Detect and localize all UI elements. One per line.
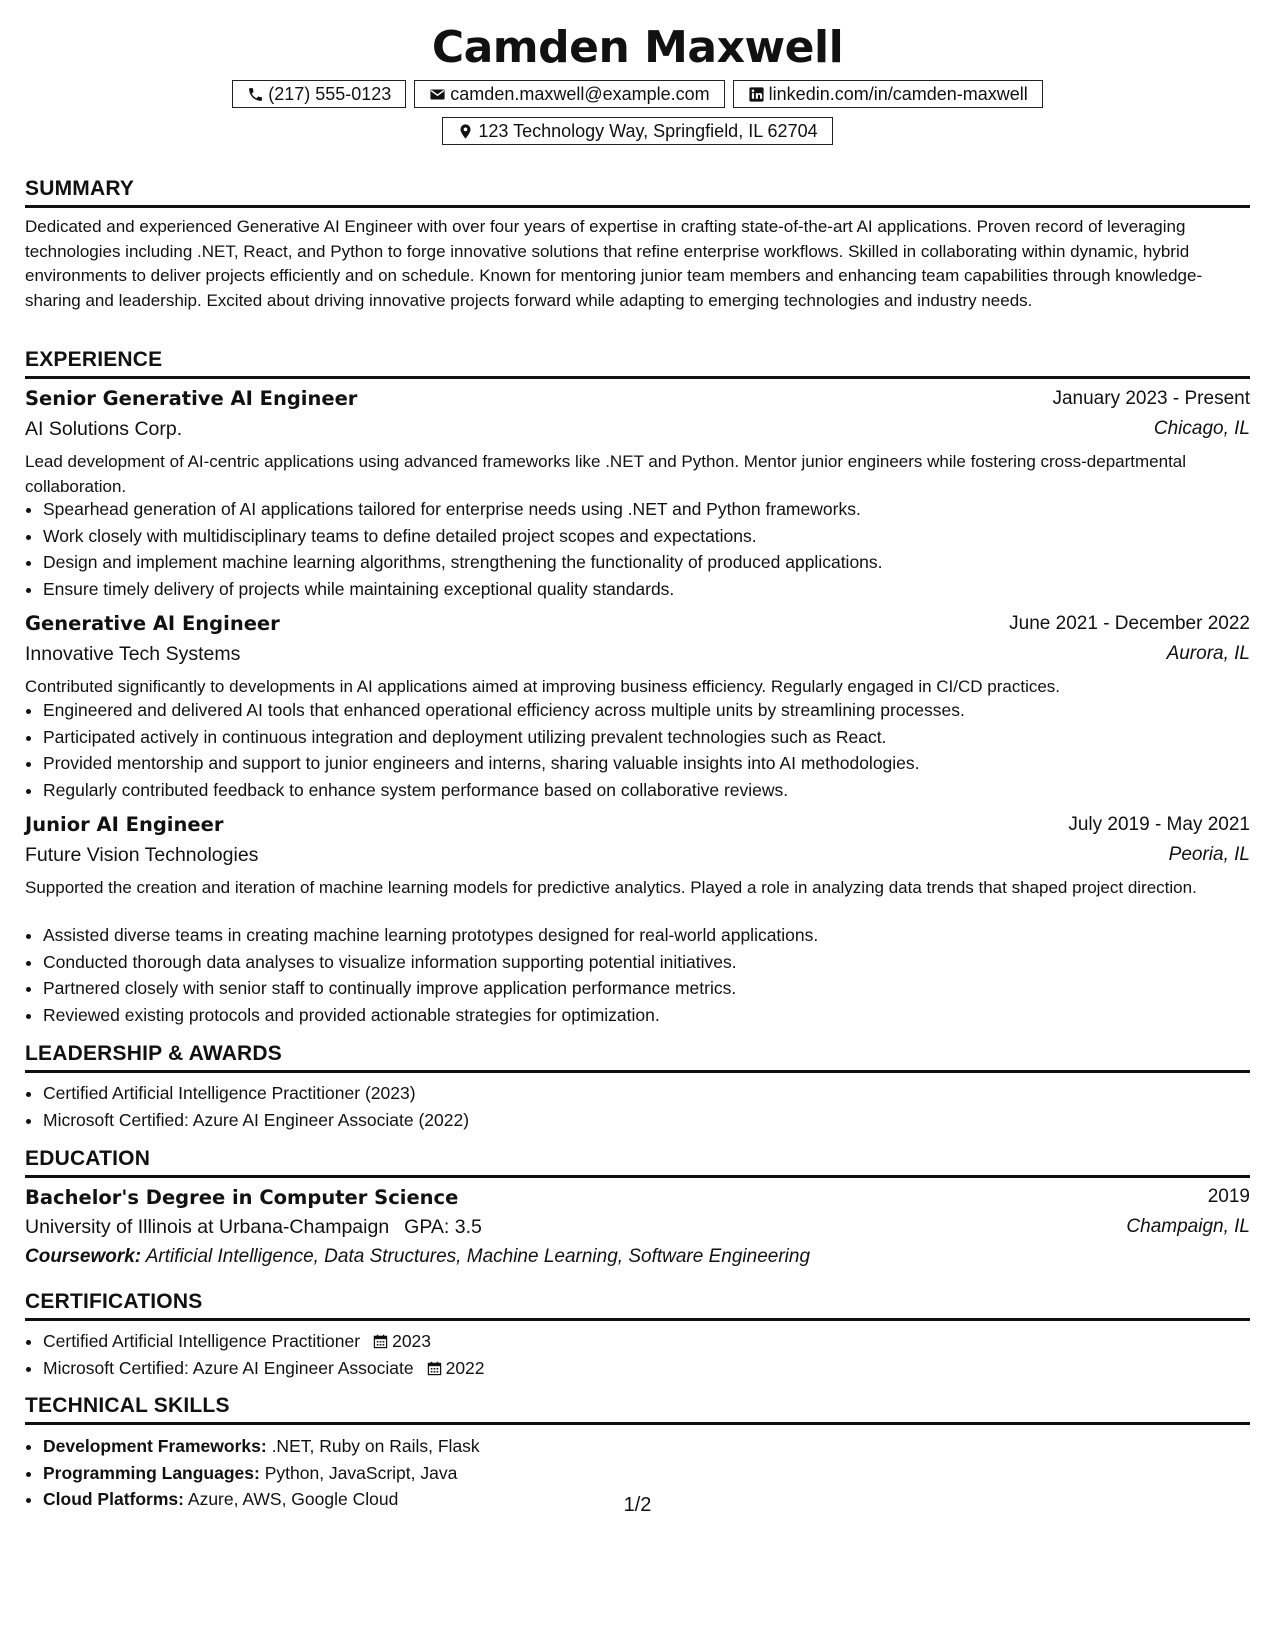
list-item: • Partnered closely with senior staff to continually improve application performance metrics.	[43, 975, 1253, 1002]
list-item: • Ensure timely delivery of projects while maintaining exceptional quality standards.	[43, 576, 1253, 603]
cert-name: Certified Artificial Intelligence Practitioner	[43, 1331, 361, 1351]
job-company: Future Vision Technologies	[25, 844, 259, 866]
leadership-list	[25, 1080, 1253, 1133]
skill-value: Azure, AWS, Google Cloud	[187, 1489, 399, 1509]
list-item: • Design and implement machine learning algorithms, strengthening the functionality of produced applications.	[43, 549, 1253, 576]
list-item	[43, 1328, 1253, 1355]
list-item: • Assisted diverse teams in creating machine learning prototypes designed for real-world applications.	[43, 922, 1253, 949]
list-item: • Certified Artificial Intelligence Practitioner (2023)	[43, 1080, 1253, 1107]
coursework	[25, 1246, 810, 1268]
job-description: Supported the creation and iteration of machine learning models for predictive analytics. Played a role in analyzing data trends that shaped project direction.	[25, 878, 1197, 897]
list-item: • Participated actively in continuous integration and deployment utilizing prevalent technologies such as React.	[43, 724, 1253, 751]
list-item: • Microsoft Certified: Azure AI Engineer Associate (2022)	[43, 1107, 1253, 1134]
list-item: • Reviewed existing protocols and provided actionable strategies for optimization.	[43, 1002, 1253, 1029]
summary-heading: SUMMARY	[25, 177, 1250, 208]
coursework-list: Artificial Intelligence, Data Structures, Machine Learning, Software Engineering	[145, 1246, 811, 1267]
job-location: Peoria, IL	[1168, 844, 1250, 865]
contact-row	[25, 80, 1250, 108]
cert-year: 2022	[445, 1357, 485, 1378]
email-chip[interactable]	[414, 80, 724, 108]
list-item	[43, 1355, 1253, 1382]
calendar-icon	[373, 1334, 388, 1349]
job-location: Aurora, IL	[1166, 643, 1250, 664]
skill-label: Programming Languages:	[43, 1462, 260, 1483]
list-item	[43, 1460, 1253, 1487]
job-bullets	[25, 922, 1253, 1028]
degree-title: Bachelor's Degree in Computer Science	[25, 1186, 459, 1209]
page-number: 1/2	[623, 1494, 652, 1516]
email-text: camden.maxwell@example.com	[450, 83, 710, 104]
certifications-heading: CERTIFICATIONS	[25, 1290, 1250, 1321]
job-location: Chicago, IL	[1153, 418, 1250, 439]
school-line	[25, 1216, 482, 1239]
job-description: Contributed significantly to developments in AI applications aimed at improving business efficiency. Regularly engaged in CI/CD practices.	[25, 677, 1061, 696]
address-text: 123 Technology Way, Springfield, IL 62704	[478, 120, 818, 141]
calendar-icon	[427, 1361, 442, 1376]
summary-text: Dedicated and experienced Generative AI Engineer with over four years of expertise in crafting state-of-the-art AI applications. Proven record of leveraging technologies including .NET, React, and Python to forge innovative solutions that refine enterprise workflows. Skilled in collaborating within dynamic, hybrid environments to deliver projects efficiently and on schedule. Known for mentoring junior team members and enhancing team capabilities through knowledge-sharing and leadership. Excited about driving innovative projects forward while adapting to emerging technologies and industry needs.	[25, 217, 1203, 310]
linkedin-icon	[748, 86, 765, 103]
linkedin-text: linkedin.com/in/camden-maxwell	[768, 83, 1028, 104]
job-company: AI Solutions Corp.	[25, 418, 183, 440]
list-item: • Regularly contributed feedback to enhance system performance based on collaborative reviews.	[43, 777, 1253, 804]
phone-icon	[247, 86, 264, 103]
job-dates: January 2023 - Present	[1052, 388, 1250, 409]
job-dates: June 2021 - December 2022	[1009, 613, 1250, 634]
coursework-label: Coursework:	[25, 1246, 142, 1267]
job-description: Lead development of AI-centric applications using advanced frameworks like .NET and Python. Mentor junior engineers while fostering cross-departmental collaboration.	[25, 452, 1187, 496]
certifications-list	[25, 1328, 1253, 1381]
job-bullets	[25, 496, 1253, 602]
job-bullets	[25, 697, 1253, 803]
school-location: Champaign, IL	[1126, 1216, 1250, 1237]
cert-name: Microsoft Certified: Azure AI Engineer Associate	[43, 1357, 414, 1378]
phone-text: (217) 555-0123	[268, 83, 392, 104]
list-item: • Conducted thorough data analyses to visualize information supporting potential initiatives.	[43, 949, 1253, 976]
job-title: Senior Generative AI Engineer	[25, 387, 358, 410]
phone-chip[interactable]	[232, 80, 406, 108]
list-item: • Engineered and delivered AI tools that enhanced operational efficiency across multiple units by streamlining processes.	[43, 697, 1253, 724]
list-item: • Spearhead generation of AI applications tailored for enterprise needs using .NET and Python frameworks.	[43, 496, 1253, 523]
education-heading: EDUCATION	[25, 1147, 1250, 1178]
leadership-heading: LEADERSHIP & AWARDS	[25, 1042, 1250, 1073]
job-title: Junior AI Engineer	[25, 813, 224, 836]
experience-heading: EXPERIENCE	[25, 348, 1250, 379]
candidate-name: Camden Maxwell	[431, 22, 844, 73]
skills-heading: TECHNICAL SKILLS	[25, 1394, 1250, 1425]
linkedin-chip[interactable]	[733, 80, 1043, 108]
list-item: • Work closely with multidisciplinary teams to define detailed project scopes and expectations.	[43, 523, 1253, 550]
list-item	[43, 1433, 1253, 1460]
skill-label: Development Frameworks:	[43, 1436, 267, 1456]
address-chip[interactable]	[442, 117, 832, 145]
envelope-icon	[429, 86, 446, 103]
map-marker-icon	[457, 123, 474, 140]
skill-value: .NET, Ruby on Rails, Flask	[271, 1436, 480, 1456]
resume-page	[25, 0, 1250, 1650]
graduation-year: 2019	[1207, 1186, 1250, 1207]
job-company: Innovative Tech Systems	[25, 643, 241, 665]
contact-row-address	[25, 117, 1250, 145]
cert-year: 2023	[392, 1331, 432, 1351]
gpa: GPA: 3.5	[404, 1216, 482, 1238]
skill-value: Python, JavaScript, Java	[264, 1462, 458, 1483]
job-dates: July 2019 - May 2021	[1068, 814, 1250, 835]
school-name: University of Illinois at Urbana-Champaign	[25, 1216, 390, 1238]
list-item: • Provided mentorship and support to junior engineers and interns, sharing valuable insights into AI methodologies.	[43, 750, 1253, 777]
skill-label: Cloud Platforms:	[43, 1489, 184, 1509]
job-title: Generative AI Engineer	[25, 612, 280, 635]
